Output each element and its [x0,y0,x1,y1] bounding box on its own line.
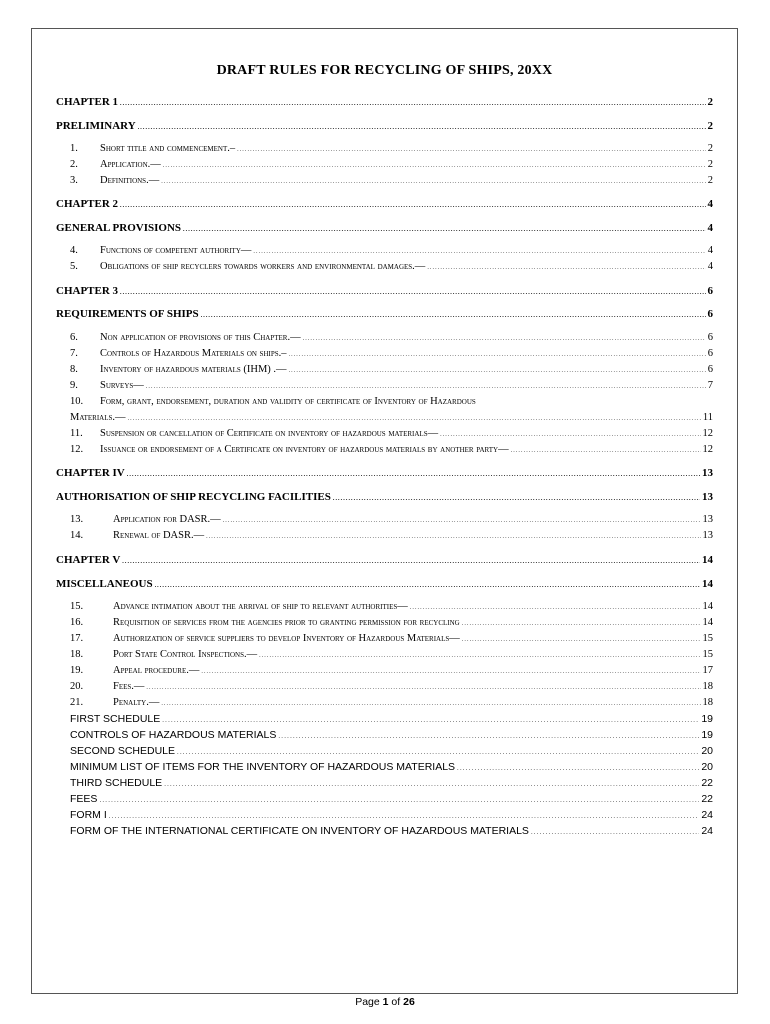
toc-entry-number: 13. [70,514,84,525]
toc-dot-leader [427,260,705,275]
toc-page-number: 13 [702,491,713,503]
toc-dot-leader [155,577,700,593]
toc-dot-leader [457,760,699,776]
toc-page-number: 15 [702,649,713,660]
toc-entry-text: Surveys— [100,380,144,391]
toc-entry [70,616,713,631]
toc-dot-leader [138,119,706,135]
toc-entry-text: Form, grant, endorsement, duration and validity of certificate of Inventory of Hazardous [100,396,476,407]
toc-page-number: 15 [702,633,713,644]
toc-entry-text: Inventory of hazardous materials (IHM) .— [100,364,287,375]
toc-entry-number: 8. [70,364,78,375]
toc-entry [70,824,713,840]
toc-entry-number: 11. [70,428,83,439]
toc-entry-text: Obligations of ship recyclers towards workers and environmental damages.— [100,261,426,272]
toc-entry [70,808,713,824]
toc-dot-leader [162,712,699,728]
toc-page-number: 24 [701,809,713,821]
toc-dot-leader [259,648,700,663]
toc-dot-leader [146,379,706,394]
toc-dot-leader [303,331,706,346]
toc-entry [70,728,713,744]
toc-entry-number: 5. [70,261,78,272]
toc-page-number: 6 [707,332,713,343]
toc-entry [70,792,713,808]
toc-dot-leader [164,776,699,792]
toc-entry-text: CHAPTER 2 [56,198,119,210]
toc-entry-text: FIRST SCHEDULE [70,713,161,725]
toc-entry-text: AUTHORISATION OF SHIP RECYCLING FACILITIES [56,491,331,503]
toc-entry-number: 18. [70,649,84,660]
toc-page-number: 24 [701,825,713,837]
toc-entry-text: Application.— [100,159,161,170]
toc-dot-leader [122,553,700,569]
toc-entry-text: Fees.— [113,681,145,692]
toc-entry [70,712,713,728]
toc-entry-text: PRELIMINARY [56,120,136,132]
toc-entry-text: MISCELLANEOUS [56,578,153,590]
toc-entry [70,347,713,362]
toc-entry [70,696,713,711]
toc-dot-leader [223,513,701,528]
toc-entry-text: Requisition of services from the agencies prior to granting permission for recycling [113,617,460,628]
toc-entry-text: Renewal of DASR.— [113,530,205,541]
toc-page-number: 2 [707,159,713,170]
toc-entry [70,142,713,157]
toc-entry [70,744,713,760]
toc-entry [70,174,713,189]
toc-page-number: 6 [707,285,713,297]
toc-page-number: 14 [702,601,713,612]
toc-entry-number: 20. [70,681,84,692]
toc-page-number: 4 [707,198,713,210]
toc-entry [70,600,713,615]
toc-page-number: 12 [702,428,713,439]
toc-entry-text: CONTROLS OF HAZARDOUS MATERIALS [70,729,277,741]
toc-entry [70,411,713,426]
toc-page-number: 4 [707,222,713,234]
toc-entry-text: Non application of provisions of this Chapter.— [100,332,301,343]
toc-entry-text: CHAPTER 1 [56,96,119,108]
toc-page-number: 4 [707,245,713,256]
toc-heading [56,307,713,323]
toc-entry-text: Functions of competent authority— [100,245,252,256]
page-footer [0,996,770,1008]
toc-dot-leader [206,529,700,544]
toc-entry-number: 2. [70,159,78,170]
toc-heading [56,197,713,213]
toc-entry-number: 19. [70,665,84,676]
toc-dot-leader [531,824,699,840]
toc-entry-text: Appeal procedure.— [113,665,200,676]
toc-page-number: 14 [702,554,713,566]
toc-page-number: 6 [707,364,713,375]
toc-page-number: 6 [707,308,713,320]
toc-page-number: 12 [702,444,713,455]
toc-dot-leader [161,696,700,711]
toc-entry [70,776,713,792]
toc-entry [70,363,713,378]
toc-heading [56,490,713,506]
toc-dot-leader [440,427,700,442]
toc-entry-text: Issuance or endorsement of a Certificate on inventory of hazardous materials by another party— [100,444,509,455]
toc-heading [56,119,713,135]
toc-page-number: 22 [701,777,713,789]
toc-page-number: 14 [702,578,713,590]
toc-entry-text: Penalty.— [113,697,160,708]
toc-entry-text: Suspension or cancellation of Certificate on inventory of hazardous materials— [100,428,439,439]
toc-entry-text: GENERAL PROVISIONS [56,222,182,234]
toc-entry-text: CHAPTER 3 [56,285,119,297]
toc-entry [70,158,713,173]
toc-page-number: 4 [707,261,713,272]
toc-entry [70,648,713,663]
toc-page-number: 13 [702,514,713,525]
toc-dot-leader [333,490,700,506]
toc-dot-leader [109,808,700,824]
toc-entry [70,680,713,695]
toc-entry-text: Definitions.— [100,175,160,186]
toc-dot-leader [462,616,701,631]
toc-entry-text: Short title and commencement.– [100,143,236,154]
toc-dot-leader [120,197,705,213]
toc-entry-text: SECOND SCHEDULE [70,745,176,757]
toc-entry-number: 3. [70,175,78,186]
toc-dot-leader [161,174,706,189]
toc-dot-leader [120,284,705,300]
toc-entry [70,331,713,346]
toc-dot-leader [163,158,706,173]
toc-page-number: 13 [702,530,713,541]
toc-page-number: 19 [701,713,713,725]
toc-entry [70,529,713,544]
toc-entry-text: CHAPTER V [56,554,121,566]
toc-page-number: 19 [701,729,713,741]
toc-heading [56,95,713,111]
toc-dot-leader [237,142,706,157]
toc-dot-leader [127,466,700,482]
toc-heading [56,466,713,482]
toc-entry-number: 10. [70,396,84,407]
toc-entry [70,513,713,528]
toc-page-number: 2 [707,175,713,186]
toc-entry-text: Application for DASR.— [113,514,221,525]
toc-entry-number: 17. [70,633,84,644]
toc-entry-text: Controls of Hazardous Materials on ships.– [100,348,287,359]
toc-entry [70,664,713,679]
toc-page-number: 2 [707,120,713,132]
toc-entry [70,632,713,647]
toc-entry-text: MINIMUM LIST OF ITEMS FOR THE INVENTORY OF HAZARDOUS MATERIALS [70,761,456,773]
toc-dot-leader [183,221,705,237]
toc-entry-number: 16. [70,617,84,628]
toc-dot-leader [289,347,706,362]
toc-dot-leader [120,95,705,111]
toc-page-number: 13 [702,467,713,479]
document-title: DRAFT RULES FOR RECYCLING OF SHIPS, 20XX [216,63,553,78]
toc-page-number: 14 [702,617,713,628]
toc-heading [56,553,713,569]
toc-page-number: 2 [707,143,713,154]
toc-dot-leader [99,792,699,808]
toc-entry-number: 6. [70,332,78,343]
toc-entry [70,760,713,776]
toc-entry-text: THIRD SCHEDULE [70,777,163,789]
toc-dot-leader [201,307,706,323]
toc-entry-text: Advance intimation about the arrival of ship to relevant authorities— [113,601,408,612]
toc-entry-number: 4. [70,245,78,256]
toc-page-number: 20 [701,761,713,773]
toc-entry [70,260,713,275]
toc-entry-text: FORM I [70,809,107,821]
toc-dot-leader [289,363,706,378]
toc-page-number: 6 [707,348,713,359]
toc-entry [70,244,713,259]
toc-entry-text: FORM OF THE INTERNATIONAL CERTIFICATE ON INVENTORY OF HAZARDOUS MATERIALS [70,825,529,837]
toc-entry-number: 21. [70,697,84,708]
toc-entry-text: Materials.— [70,412,126,423]
toc-page-number: 18 [702,697,713,708]
toc-dot-leader [462,632,701,647]
footer-current-page: 1 [382,996,389,1008]
toc-dot-leader [511,443,701,458]
toc-entry-text: Port State Control Inspections.— [113,649,258,660]
toc-page-number: 20 [701,745,713,757]
toc-entry-number: 15. [70,601,84,612]
toc-page-number: 18 [702,681,713,692]
toc-entry-text: REQUIREMENTS OF SHIPS [56,308,199,320]
toc-entry-text: FEES [70,793,98,805]
toc-entry [70,379,713,394]
toc-dot-leader [410,600,701,615]
toc-heading [56,284,713,300]
toc-entry-number: 1. [70,143,78,154]
toc-dot-leader [253,244,705,259]
toc-entry [70,427,713,442]
toc-dot-leader [177,744,699,760]
toc-entry [70,443,713,458]
toc-page-number: 17 [702,665,713,676]
toc-heading [56,577,713,593]
footer-page-prefix: Page [355,996,380,1008]
toc-dot-leader [128,411,701,426]
toc-entry-number: 14. [70,530,84,541]
toc-dot-leader [146,680,700,695]
toc-entry-number: 12. [70,444,84,455]
toc-page-number: 2 [707,96,713,108]
footer-of: of [391,996,401,1008]
toc-entry-wrap-first-line [70,395,713,409]
toc-entry-number: 9. [70,380,78,391]
toc-page-number: 7 [707,380,713,391]
toc-page-number: 22 [701,793,713,805]
toc-entry-text: CHAPTER IV [56,467,125,479]
toc-dot-leader [278,728,699,744]
footer-total-pages: 26 [403,996,415,1008]
toc-dot-leader [201,664,700,679]
toc-entry-text: Authorization of service suppliers to develop Inventory of Hazardous Materials— [113,633,460,644]
toc-page-number: 11 [702,412,713,423]
toc-entry-number: 7. [70,348,78,359]
toc-heading [56,221,713,237]
